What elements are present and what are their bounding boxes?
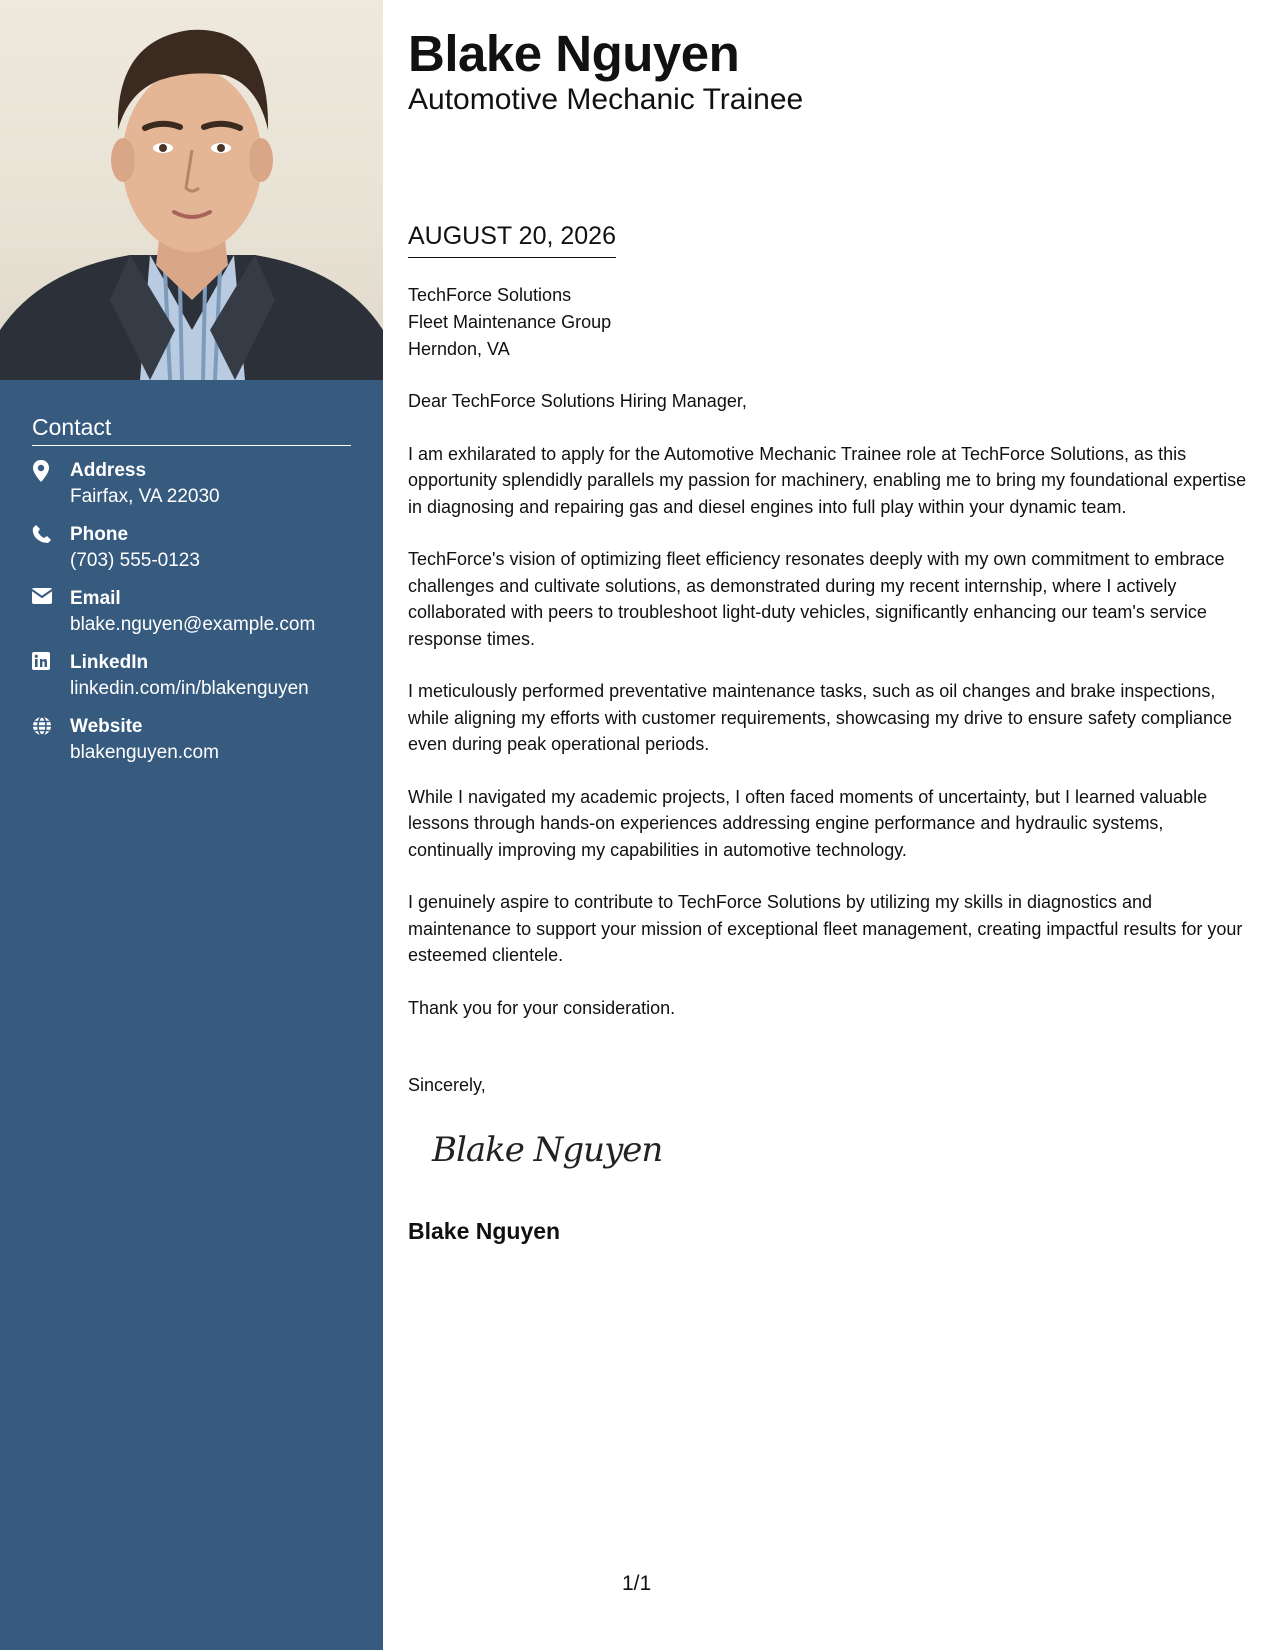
paragraph-2: TechForce's vision of optimizing fleet efficiency resonates deeply with my own commitment to embrace challenges and cultivate solutions, as demonstrated during my recent internship, where I actively collaborated with peers to troubleshoot light-duty vehicles, significantly enhancing our team's service response times. [408,549,1225,649]
map-pin-icon [32,458,70,510]
contact-item-email [32,586,351,638]
website-link[interactable]: blakenguyen.com [70,742,219,763]
paragraph-3: I meticulously performed preventative maintenance tasks, such as oil changes and brake inspections, while aligning my efforts with customer requirements, showcasing my drive to ensure safety compliance even during peak operational periods. [408,681,1233,754]
thanks-line: Thank you for your consideration. [408,997,676,1018]
contact-label: Address [70,460,147,481]
portrait-illustration [0,0,383,380]
sidebar [0,0,383,1650]
contact-label: LinkedIn [70,652,149,673]
paragraph-5: I genuinely aspire to contribute to TechForce Solutions by utilizing my skills in diagnostics and maintenance to support your mission of exceptional fleet management, creating impactful results for your esteemed clientele. [408,892,1243,965]
page-number: 1/1 [622,1572,652,1595]
closing: Sincerely, [408,1075,486,1095]
address-value: Fairfax, VA 22030 [70,486,220,507]
letter-date: AUGUST 20, 2026 [408,222,616,258]
envelope-icon [32,586,70,638]
applicant-name: Blake Nguyen [408,25,740,82]
signer-name: Blake Nguyen [408,1218,561,1244]
contact-heading: Contact [32,414,351,446]
letter-content [408,388,1248,1047]
profile-photo [0,0,383,380]
recipient-company: TechForce Solutions [408,285,572,305]
email-link[interactable]: blake.nguyen@example.com [70,614,316,635]
contact-label: Website [70,716,143,737]
globe-icon [32,714,70,766]
contact-item-linkedin [32,650,351,702]
contact-item-website [32,714,351,766]
contact-label: Phone [70,524,129,545]
contact-item-phone [32,522,351,574]
linkedin-icon [32,650,70,702]
recipient-block [408,282,611,363]
phone-icon [32,522,70,574]
greeting: Dear TechForce Solutions Hiring Manager, [408,391,747,411]
paragraph-4: While I navigated my academic projects, I often faced moments of uncertainty, but I learned valuable lessons through hands-on experiences addressing engine performance and hydraulic systems, continually improving my capabilities in automotive technology. [408,786,1208,860]
linkedin-link[interactable]: linkedin.com/in/blakenguyen [70,678,309,699]
recipient-department: Fleet Maintenance Group [408,312,612,332]
phone-value[interactable]: (703) 555-0123 [70,550,200,571]
contact-item-address [32,458,351,510]
signature: Blake Nguyen [432,1130,663,1170]
recipient-location: Herndon, VA [408,339,510,359]
paragraph-1: I am exhilarated to apply for the Automotive Mechanic Trainee role at TechForce Solutions, as this opportunity splendidly parallels my passion for machinery, enabling me to bring my foundational expertise in diagnosing and repairing gas and diesel engines into full play within your dynamic team. [408,443,1247,517]
contact-section [32,414,351,766]
applicant-role: Automotive Mechanic Trainee [408,83,804,116]
contact-label: Email [70,588,121,609]
